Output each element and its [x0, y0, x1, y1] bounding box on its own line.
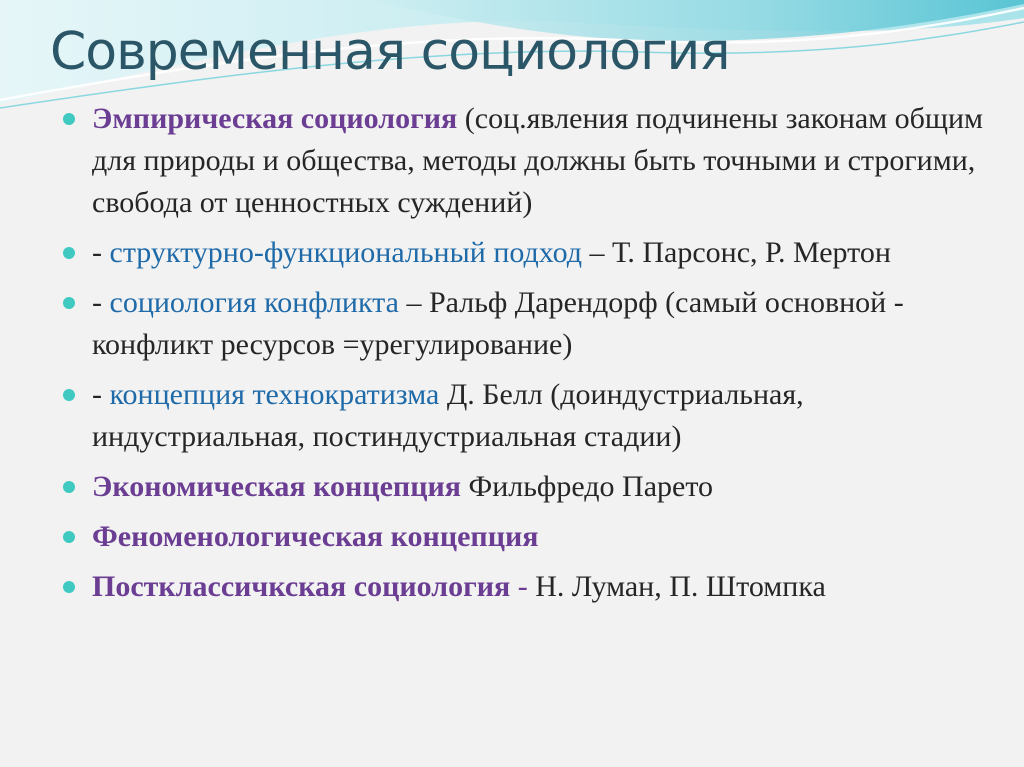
list-item [92, 566, 992, 608]
term-economic-concept: Экономическая концепция [92, 470, 462, 503]
item-prefix: - [92, 236, 110, 269]
list-item [92, 516, 992, 558]
bullet-dot-icon [63, 389, 75, 401]
item-prefix: - [92, 286, 110, 319]
list-item [92, 374, 992, 458]
list-item [92, 282, 992, 366]
item-text: Д. Белл (доиндустриальная, индустриальная, постиндустриальная стадии) [92, 378, 804, 453]
bullet-dot-icon [63, 531, 75, 543]
list-item [92, 466, 992, 508]
term-empirical-sociology: Эмпирическая социология [92, 102, 458, 135]
term-structural-functional: структурно-функциональный подход [109, 236, 583, 269]
bullet-dot-icon [63, 113, 75, 125]
list-item [92, 232, 992, 274]
item-text: (соц.явления подчинены законам общим для природы и общества, методы должны быть точными и строгими, свобода от ценностных суждений) [92, 102, 984, 219]
item-text: – Ральф Дарендорф (самый основной - конфликт ресурсов =урегулирование) [92, 286, 904, 361]
item-text: Н. Луман, П. Штомпка [535, 570, 826, 603]
bullet-dot-icon [63, 297, 75, 309]
bullet-dot-icon [63, 581, 75, 593]
item-text: – Т. Парсонс, Р. Мертон [582, 236, 891, 269]
item-separator: - [510, 570, 536, 603]
bullet-dot-icon [63, 481, 75, 493]
term-postclassical-sociology: Постклассичкская социология [92, 570, 511, 603]
term-phenomenological-concept: Феноменологическая концепция [92, 520, 539, 553]
term-conflict-sociology: социология конфликта [109, 286, 399, 319]
bullet-list [92, 98, 992, 616]
item-text: Фильфредо Парето [461, 470, 714, 503]
bullet-dot-icon [63, 247, 75, 259]
item-prefix: - [92, 378, 110, 411]
page-title: Современная социология [50, 22, 730, 82]
list-item [92, 98, 992, 224]
term-technocratism: концепция технократизма [109, 378, 440, 411]
